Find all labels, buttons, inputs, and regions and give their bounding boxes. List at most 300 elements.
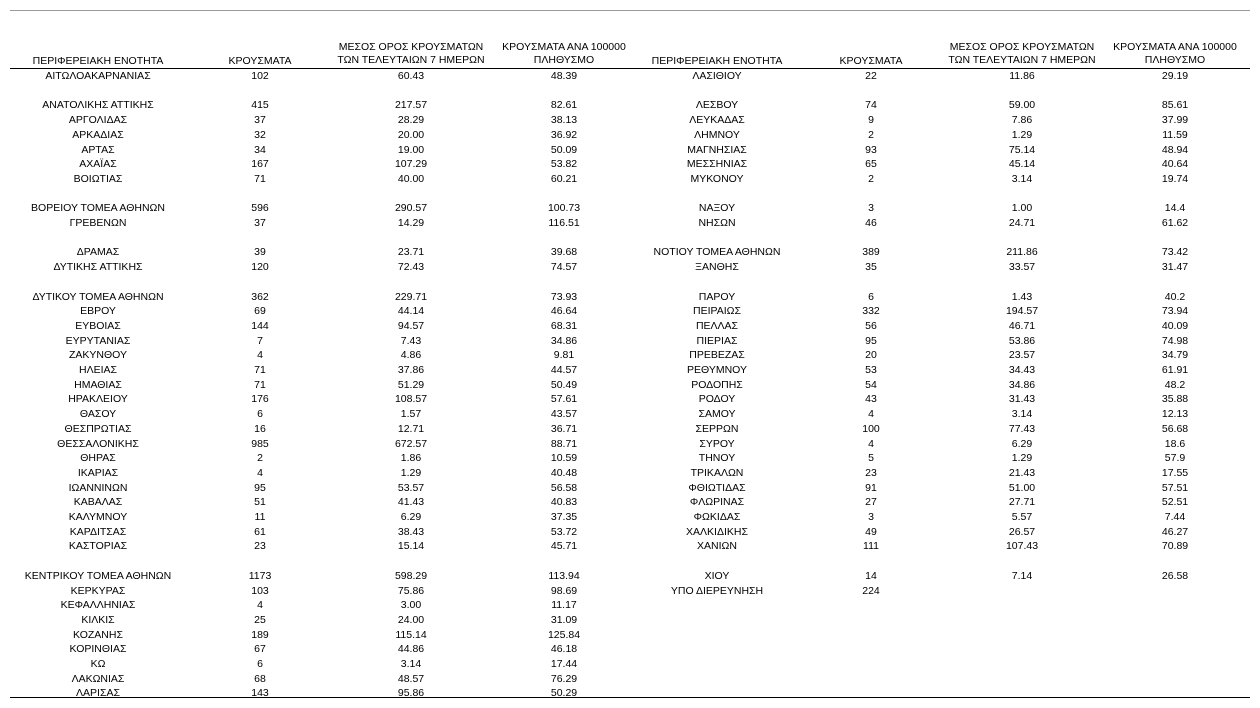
table-row (0, 216, 1260, 231)
table-row (0, 451, 1260, 466)
right-avg7-cell: 7.86 (1011, 114, 1033, 127)
left-region-cell: ΚΙΛΚΙΣ (81, 613, 115, 626)
right-per100k-cell: 12.13 (1161, 408, 1189, 421)
right-cases-cell: 5 (868, 452, 874, 465)
left-cases-cell: 71 (254, 378, 266, 391)
left-per100k-cell: 56.58 (550, 481, 578, 494)
left-avg7-cell: 15.14 (397, 540, 425, 553)
header-per100k-left-line2: ΠΛΗΘΥΣΜΟ (533, 54, 595, 66)
left-avg7-cell: 44.86 (397, 643, 425, 656)
left-cases-cell: 37 (254, 217, 266, 229)
left-region-cell: ΑΙΤΩΛΟΑΚΑΡΝΑΝΙΑΣ (45, 70, 151, 82)
left-per100k-cell: 38.13 (550, 114, 578, 127)
table-row (0, 672, 1260, 687)
left-per100k-cell: 37.35 (550, 511, 578, 523)
right-per100k-cell: 57.9 (1164, 452, 1186, 465)
right-cases-cell: 54 (865, 378, 877, 391)
right-region-cell: ΥΠΟ ΔΙΕΡΕΥΝΗΣΗ (670, 584, 764, 597)
right-per100k-cell: 11.59 (1162, 128, 1188, 141)
right-cases-cell: 93 (865, 143, 877, 156)
left-avg7-cell: 44.14 (397, 305, 425, 318)
right-avg7-cell: 1.43 (1011, 290, 1033, 303)
left-cases-cell: 95 (254, 481, 266, 494)
left-region-cell: ΕΥΡΥΤΑΝΙΑΣ (65, 334, 131, 347)
left-cases-cell: 6 (257, 408, 263, 421)
right-region-cell: ΣΕΡΡΩΝ (695, 422, 739, 435)
right-region-cell: ΧΑΝΙΩΝ (697, 540, 737, 553)
header-per100k-right-line1: ΚΡΟΥΣΜΑΤΑ ΑΝΑ 100000 (1113, 41, 1237, 53)
left-avg7-cell: 6.29 (400, 511, 422, 523)
right-cases-cell: 3 (868, 511, 874, 523)
left-region-cell: ΑΡΚΑΔΙΑΣ (72, 128, 124, 141)
left-region-cell: ΔΡΑΜΑΣ (76, 246, 120, 259)
left-region-cell: ΘΑΣΟΥ (79, 408, 117, 421)
left-per100k-cell: 10.59 (550, 452, 578, 465)
table-row (0, 554, 1260, 569)
left-avg7-cell: 1.86 (400, 452, 422, 465)
right-region-cell: ΡΟΔΟΥ (698, 393, 736, 406)
left-cases-cell: 25 (254, 613, 266, 626)
right-region-cell: ΝΗΣΩΝ (698, 217, 736, 229)
right-region-cell: ΦΩΚΙΔΑΣ (693, 511, 741, 523)
right-avg7-cell: 107.43 (1005, 540, 1039, 553)
left-cases-cell: 362 (251, 290, 269, 303)
left-cases-cell: 16 (254, 422, 266, 435)
left-avg7-cell: 598.29 (394, 569, 428, 582)
left-cases-cell: 4 (257, 599, 263, 612)
left-region-cell: ΚΕΝΤΡΙΚΟΥ ΤΟΜΕΑ ΑΘΗΝΩΝ (24, 569, 172, 582)
left-region-cell: ΕΥΒΟΙΑΣ (75, 319, 121, 332)
right-cases-cell: 4 (868, 437, 874, 450)
left-per100k-cell: 100.73 (547, 202, 581, 215)
left-avg7-cell: 7.43 (400, 334, 422, 347)
left-region-cell: ΑΡΓΟΛΙΔΑΣ (68, 114, 128, 127)
right-per100k-cell: 26.58 (1161, 569, 1189, 582)
right-avg7-cell: 7.14 (1011, 569, 1033, 582)
left-cases-cell: 4 (257, 349, 263, 362)
right-region-cell: ΧΑΛΚΙΔΙΚΗΣ (686, 525, 748, 538)
left-avg7-cell: 41.43 (397, 496, 425, 509)
right-region-cell: ΝΑΞΟΥ (698, 202, 736, 215)
left-per100k-cell: 44.57 (550, 364, 578, 376)
left-per100k-cell: 60.21 (550, 172, 578, 185)
right-region-cell: ΠΙΕΡΙΑΣ (696, 334, 738, 347)
right-per100k-cell: 34.79 (1161, 349, 1189, 362)
left-per100k-cell: 36.71 (550, 422, 578, 435)
left-avg7-cell: 290.57 (394, 202, 428, 215)
right-region-cell: ΦΘΙΩΤΙΔΑΣ (688, 481, 746, 494)
header-avg-right-line1: ΜΕΣΟΣ ΟΡΟΣ ΚΡΟΥΣΜΑΤΩΝ (949, 41, 1095, 53)
left-region-cell: ΚΩ (90, 658, 106, 670)
right-cases-cell: 27 (865, 496, 877, 509)
left-avg7-cell: 217.57 (394, 99, 428, 112)
table-row (0, 334, 1260, 349)
table-row (0, 481, 1260, 496)
right-region-cell: ΦΛΩΡΙΝΑΣ (689, 496, 745, 509)
right-avg7-cell: 194.57 (1005, 305, 1039, 318)
left-cases-cell: 69 (254, 305, 266, 318)
table-row (0, 187, 1260, 202)
right-per100k-cell: 56.68 (1161, 422, 1189, 435)
table-row (0, 422, 1260, 437)
left-cases-cell: 71 (254, 172, 266, 185)
left-avg7-cell: 1.57 (400, 408, 422, 421)
left-per100k-cell: 48.39 (550, 70, 578, 82)
left-region-cell: ΛΑΡΙΣΑΣ (76, 687, 120, 700)
left-per100k-cell: 9.81 (553, 349, 575, 362)
left-cases-cell: 415 (251, 99, 269, 112)
right-per100k-cell: 19.74 (1161, 172, 1189, 185)
left-region-cell: ΙΩΑΝΝΙΝΩΝ (68, 481, 128, 494)
right-cases-cell: 3 (868, 202, 874, 215)
left-per100k-cell: 53.72 (550, 525, 578, 538)
left-cases-cell: 32 (254, 128, 266, 141)
left-avg7-cell: 60.43 (397, 70, 425, 82)
right-region-cell: ΛΕΣΒΟΥ (695, 99, 739, 112)
right-per100k-cell: 14.4 (1164, 202, 1186, 215)
left-cases-cell: 1173 (248, 569, 272, 582)
right-region-cell: ΜΥΚΟΝΟΥ (690, 172, 744, 185)
table-row (0, 275, 1260, 290)
left-region-cell: ΘΕΣΣΑΛΟΝΙΚΗΣ (57, 437, 139, 450)
left-region-cell: ΚΕΦΑΛΛΗΝΙΑΣ (60, 599, 136, 612)
right-region-cell: ΧΙΟΥ (704, 569, 730, 582)
table-row (0, 584, 1260, 599)
table-row (0, 407, 1260, 422)
right-avg7-cell: 77.43 (1008, 422, 1036, 435)
left-region-cell: ΘΕΣΠΡΩΤΙΑΣ (64, 422, 132, 435)
header-avg-left-line1: ΜΕΣΟΣ ΟΡΟΣ ΚΡΟΥΣΜΑΤΩΝ (338, 41, 484, 53)
right-avg7-cell: 34.43 (1008, 364, 1036, 376)
table-row (0, 98, 1260, 113)
table-row (0, 539, 1260, 554)
left-cases-cell: 34 (254, 143, 266, 156)
left-per100k-cell: 46.18 (550, 643, 578, 656)
right-avg7-cell: 27.71 (1008, 496, 1036, 509)
left-per100k-cell: 113.94 (548, 569, 580, 582)
right-avg7-cell: 6.29 (1011, 437, 1033, 450)
right-region-cell: ΞΑΝΘΗΣ (695, 261, 739, 274)
left-cases-cell: 4 (257, 466, 263, 479)
right-cases-cell: 74 (865, 99, 877, 112)
right-region-cell: ΜΑΓΝΗΣΙΑΣ (687, 143, 747, 156)
left-avg7-cell: 94.57 (397, 319, 425, 332)
right-region-cell: ΝΟΤΙΟΥ ΤΟΜΕΑ ΑΘΗΝΩΝ (653, 246, 781, 259)
right-region-cell: ΠΑΡΟΥ (698, 290, 736, 303)
right-per100k-cell: 57.51 (1161, 481, 1189, 494)
right-per100k-cell: 70.89 (1161, 540, 1189, 553)
right-region-cell: ΛΗΜΝΟΥ (694, 128, 740, 141)
header-region-left: ΠΕΡΙΦΕΡΕΙΑΚΗ ΕΝΟΤΗΤΑ (32, 55, 164, 67)
left-per100k-cell: 74.57 (550, 261, 578, 274)
left-avg7-cell: 3.00 (400, 599, 422, 612)
left-cases-cell: 120 (251, 261, 269, 274)
left-per100k-cell: 50.29 (550, 687, 578, 700)
table-row (0, 113, 1260, 128)
left-per100k-cell: 98.69 (550, 584, 578, 597)
left-avg7-cell: 24.00 (397, 613, 425, 626)
left-cases-cell: 167 (251, 158, 269, 171)
left-region-cell: ΑΝΑΤΟΛΙΚΗΣ ΑΤΤΙΚΗΣ (42, 99, 154, 112)
right-avg7-cell: 45.14 (1008, 158, 1036, 171)
right-cases-cell: 4 (868, 408, 874, 421)
header-avg-right-line2: ΤΩΝ ΤΕΛΕΥΤΑΙΩΝ 7 ΗΜΕΡΩΝ (948, 54, 1096, 66)
left-region-cell: ΚΑΣΤΟΡΙΑΣ (68, 540, 128, 553)
table-row (0, 657, 1260, 672)
left-avg7-cell: 4.86 (400, 349, 422, 362)
right-cases-cell: 23 (865, 466, 877, 479)
left-cases-cell: 176 (251, 393, 269, 406)
right-avg7-cell: 26.57 (1008, 525, 1036, 538)
left-per100k-cell: 36.92 (550, 128, 578, 141)
left-region-cell: ΗΛΕΙΑΣ (78, 364, 118, 376)
right-avg7-cell: 46.71 (1008, 319, 1036, 332)
right-cases-cell: 56 (865, 319, 877, 332)
left-region-cell: ΑΧΑΪΑΣ (79, 158, 117, 171)
left-avg7-cell: 14.29 (397, 217, 425, 229)
left-cases-cell: 189 (251, 628, 269, 641)
right-cases-cell: 111 (863, 540, 879, 553)
table-row (0, 495, 1260, 510)
left-cases-cell: 67 (254, 643, 266, 656)
left-region-cell: ΒΟΡΕΙΟΥ ΤΟΜΕΑ ΑΘΗΝΩΝ (31, 202, 165, 215)
left-per100k-cell: 116.51 (548, 217, 580, 229)
right-region-cell: ΠΕΙΡΑΙΩΣ (693, 305, 741, 318)
table-row (0, 363, 1260, 378)
left-per100k-cell: 40.83 (550, 496, 578, 509)
right-avg7-cell: 1.29 (1011, 452, 1033, 465)
table-row (0, 598, 1260, 613)
left-region-cell: ΚΑΛΥΜΝΟΥ (68, 511, 128, 523)
right-cases-cell: 22 (865, 70, 877, 82)
right-per100k-cell: 52.51 (1161, 496, 1189, 509)
right-cases-cell: 389 (862, 246, 880, 259)
left-region-cell: ΘΗΡΑΣ (80, 452, 116, 465)
right-per100k-cell: 85.61 (1161, 99, 1189, 112)
right-cases-cell: 49 (865, 525, 877, 538)
right-cases-cell: 43 (865, 393, 877, 406)
left-region-cell: ΖΑΚΥΝΘΟΥ (68, 349, 128, 362)
table-row (0, 466, 1260, 481)
left-per100k-cell: 39.68 (550, 246, 578, 259)
right-cases-cell: 224 (862, 584, 880, 597)
table-row (0, 245, 1260, 260)
left-region-cell: ΒΟΙΩΤΙΑΣ (73, 172, 123, 185)
left-avg7-cell: 37.86 (397, 364, 425, 376)
right-region-cell: ΤΗΝΟΥ (698, 452, 736, 465)
left-cases-cell: 51 (254, 496, 266, 509)
left-avg7-cell: 51.29 (397, 378, 425, 391)
right-per100k-cell: 37.99 (1161, 114, 1189, 127)
left-cases-cell: 68 (254, 672, 266, 685)
table-row (0, 392, 1260, 407)
left-cases-cell: 596 (251, 202, 269, 215)
right-region-cell: ΜΕΣΣΗΝΙΑΣ (686, 158, 748, 171)
right-per100k-cell: 40.09 (1161, 319, 1189, 332)
right-cases-cell: 332 (862, 305, 880, 318)
left-avg7-cell: 19.00 (397, 143, 425, 156)
left-cases-cell: 23 (254, 540, 266, 553)
table-row (0, 613, 1260, 628)
right-avg7-cell: 3.14 (1011, 172, 1033, 185)
right-cases-cell: 100 (862, 422, 880, 435)
left-avg7-cell: 40.00 (397, 172, 425, 185)
header-avg-left-line2: ΤΩΝ ΤΕΛΕΥΤΑΙΩΝ 7 ΗΜΕΡΩΝ (337, 54, 485, 66)
left-avg7-cell: 75.86 (397, 584, 425, 597)
left-per100k-cell: 50.49 (550, 378, 578, 391)
left-avg7-cell: 107.29 (394, 158, 428, 171)
right-avg7-cell: 75.14 (1008, 143, 1036, 156)
left-region-cell: ΛΑΚΩΝΙΑΣ (71, 672, 125, 685)
left-cases-cell: 61 (254, 525, 266, 538)
right-per100k-cell: 40.2 (1164, 290, 1186, 303)
left-avg7-cell: 108.57 (394, 393, 428, 406)
table-row (0, 348, 1260, 363)
right-cases-cell: 95 (865, 334, 877, 347)
left-avg7-cell: 3.14 (400, 658, 422, 670)
left-cases-cell: 6 (257, 658, 263, 670)
right-per100k-cell: 35.88 (1161, 393, 1189, 406)
left-per100k-cell: 76.29 (550, 672, 578, 685)
right-avg7-cell: 3.14 (1011, 408, 1033, 421)
right-region-cell: ΛΑΣΙΘΙΟΥ (692, 70, 742, 82)
left-region-cell: ΔΥΤΙΚΗΣ ΑΤΤΙΚΗΣ (53, 261, 143, 274)
left-cases-cell: 37 (254, 114, 266, 127)
left-avg7-cell: 20.00 (397, 128, 425, 141)
right-per100k-cell: 29.19 (1161, 70, 1189, 82)
left-region-cell: ΕΒΡΟΥ (80, 305, 116, 318)
left-region-cell: ΚΑΡΔΙΤΣΑΣ (69, 525, 127, 538)
right-avg7-cell: 24.71 (1008, 217, 1036, 229)
left-cases-cell: 2 (257, 452, 263, 465)
left-avg7-cell: 48.57 (397, 672, 425, 685)
table-row (0, 172, 1260, 187)
left-per100k-cell: 40.48 (550, 466, 578, 479)
left-region-cell: ΚΕΡΚΥΡΑΣ (70, 584, 126, 597)
left-per100k-cell: 45.71 (550, 540, 578, 553)
right-per100k-cell: 73.94 (1161, 305, 1189, 318)
left-region-cell: ΚΑΒΑΛΑΣ (73, 496, 123, 509)
left-region-cell: ΗΜΑΘΙΑΣ (74, 378, 122, 391)
left-cases-cell: 144 (251, 319, 269, 332)
table-row (0, 260, 1260, 275)
right-cases-cell: 53 (865, 364, 877, 376)
table-row (0, 231, 1260, 246)
right-per100k-cell: 31.47 (1161, 261, 1189, 274)
left-avg7-cell: 229.71 (394, 290, 428, 303)
right-per100k-cell: 18.6 (1164, 437, 1186, 450)
table-row (0, 642, 1260, 657)
right-avg7-cell: 1.00 (1011, 202, 1033, 215)
left-avg7-cell: 95.86 (397, 687, 425, 700)
right-region-cell: ΠΕΛΛΑΣ (695, 319, 739, 332)
right-cases-cell: 14 (865, 569, 877, 582)
right-region-cell: ΡΕΘΥΜΝΟΥ (686, 364, 748, 376)
right-avg7-cell: 53.86 (1008, 334, 1036, 347)
right-region-cell: ΛΕΥΚΑΔΑΣ (689, 114, 745, 127)
left-region-cell: ΙΚΑΡΙΑΣ (77, 466, 119, 479)
right-region-cell: ΣΥΡΟΥ (699, 437, 735, 450)
left-per100k-cell: 57.61 (550, 393, 578, 406)
right-cases-cell: 65 (865, 158, 877, 171)
right-cases-cell: 9 (868, 114, 874, 127)
left-per100k-cell: 73.93 (550, 290, 578, 303)
right-per100k-cell: 61.62 (1161, 217, 1189, 229)
top-rule (10, 10, 1250, 11)
right-cases-cell: 20 (865, 349, 877, 362)
header-per100k-right-line2: ΠΛΗΘΥΣΜΟ (1144, 54, 1206, 66)
left-region-cell: ΔΥΤΙΚΟΥ ΤΟΜΕΑ ΑΘΗΝΩΝ (32, 290, 164, 303)
left-avg7-cell: 115.14 (395, 628, 427, 641)
left-avg7-cell: 672.57 (394, 437, 428, 450)
left-per100k-cell: 17.44 (550, 658, 578, 670)
right-avg7-cell: 11.86 (1009, 70, 1035, 82)
left-per100k-cell: 31.09 (550, 613, 578, 626)
right-cases-cell: 91 (865, 481, 877, 494)
left-per100k-cell: 46.64 (550, 305, 578, 318)
header-per100k-left-line1: ΚΡΟΥΣΜΑΤΑ ΑΝΑ 100000 (502, 41, 626, 53)
right-per100k-cell: 48.94 (1161, 143, 1189, 156)
table-row (0, 201, 1260, 216)
left-cases-cell: 11 (254, 511, 266, 523)
left-cases-cell: 102 (251, 70, 269, 82)
left-region-cell: ΚΟΡΙΝΘΙΑΣ (69, 643, 127, 656)
right-per100k-cell: 74.98 (1161, 334, 1189, 347)
header-cases-right: ΚΡΟΥΣΜΑΤΑ (839, 55, 903, 67)
left-cases-cell: 103 (251, 584, 269, 597)
left-per100k-cell: 34.86 (550, 334, 578, 347)
left-per100k-cell: 68.31 (550, 319, 578, 332)
table-row (0, 378, 1260, 393)
table-row (0, 437, 1260, 452)
left-avg7-cell: 28.29 (397, 114, 425, 127)
left-cases-cell: 143 (251, 687, 269, 700)
right-avg7-cell: 31.43 (1008, 393, 1036, 406)
left-avg7-cell: 12.71 (397, 422, 425, 435)
left-region-cell: ΑΡΤΑΣ (81, 143, 115, 156)
left-avg7-cell: 38.43 (397, 525, 425, 538)
right-avg7-cell: 51.00 (1008, 481, 1036, 494)
table-row (0, 510, 1260, 525)
table-row (0, 569, 1260, 584)
left-region-cell: ΗΡΑΚΛΕΙΟΥ (68, 393, 128, 406)
right-avg7-cell: 211.86 (1006, 246, 1038, 259)
right-cases-cell: 6 (868, 290, 874, 303)
table-row (0, 290, 1260, 305)
left-per100k-cell: 43.57 (550, 408, 578, 421)
header-cases-left: ΚΡΟΥΣΜΑΤΑ (228, 55, 292, 67)
left-per100k-cell: 88.71 (550, 437, 578, 450)
table-row (0, 128, 1260, 143)
left-cases-cell: 71 (254, 364, 266, 376)
right-region-cell: ΤΡΙΚΑΛΩΝ (690, 466, 744, 479)
right-avg7-cell: 23.57 (1008, 349, 1036, 362)
bottom-rule (10, 697, 1250, 698)
table-row (0, 84, 1260, 99)
right-per100k-cell: 61.91 (1161, 364, 1189, 376)
right-per100k-cell: 48.2 (1164, 378, 1186, 391)
right-region-cell: ΡΟΔΟΠΗΣ (691, 378, 743, 391)
left-avg7-cell: 1.29 (400, 466, 422, 479)
right-avg7-cell: 5.57 (1011, 511, 1033, 523)
right-avg7-cell: 59.00 (1008, 99, 1036, 112)
right-cases-cell: 2 (868, 172, 874, 185)
right-avg7-cell: 33.57 (1008, 261, 1036, 274)
left-avg7-cell: 23.71 (397, 246, 425, 259)
left-cases-cell: 985 (251, 437, 269, 450)
left-cases-cell: 7 (257, 334, 263, 347)
left-region-cell: ΚΟΖΑΝΗΣ (73, 628, 123, 641)
